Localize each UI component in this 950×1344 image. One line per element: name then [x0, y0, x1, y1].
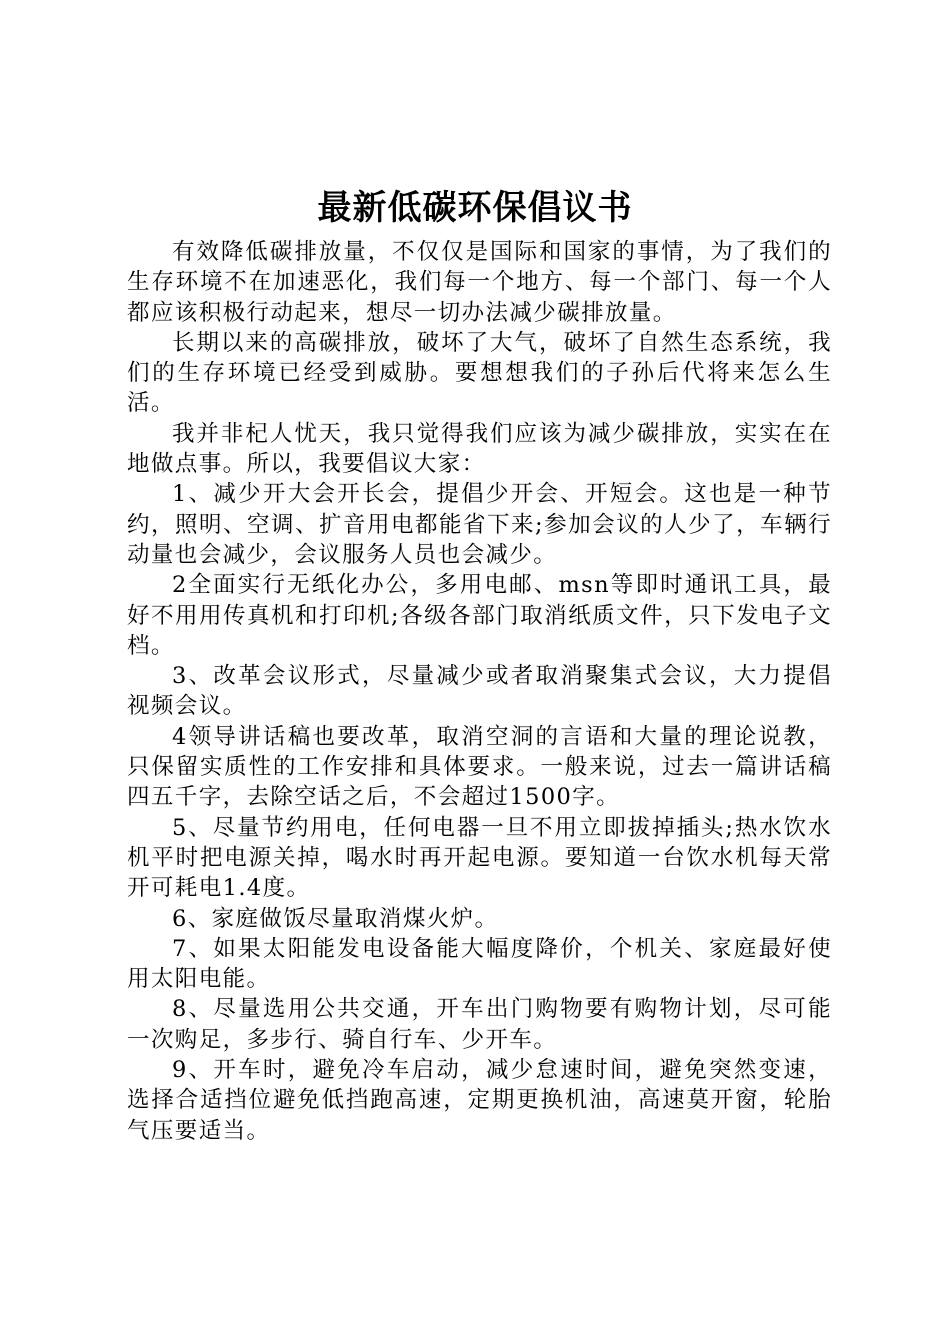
paragraph-intro: 有效降低碳排放量，不仅仅是国际和国家的事情，为了我们的生存环境不在加速恶化，我们每一个地方、每一个部门、每一个人都应该积极行动起来，想尽一切办法减少碳排放量。	[127, 239, 832, 326]
paragraph-item-4: 4领导讲话稿也要改革，取消空洞的言语和大量的理论说教，只保留实质性的工作安排和具体要求。一般来说，过去一篇讲话稿四五千字，去除空话之后，不会超过1500字。	[127, 723, 832, 811]
paragraph-item-7: 7、如果太阳能发电设备能大幅度降价，个机关、家庭最好使用太阳电能。	[127, 935, 832, 993]
paragraph-item-9: 9、开车时，避免冷车启动，减少怠速时间，避免突然变速，选择合适挡位避免低挡跑高速，定期更换机油，高速莫开窗，轮胎气压要适当。	[127, 1057, 832, 1144]
paragraph-item-8: 8、尽量选用公共交通，开车出门购物要有购物计划，尽可能一次购足，多步行、骑自行车、少开车。	[127, 996, 832, 1053]
paragraph-item-1: 1、减少开大会开长会，提倡少开会、开短会。这也是一种节约，照明、空调、扩音用电都能省下来;参加会议的人少了，车辆行动量也会减少，会议服务人员也会减少。	[127, 481, 832, 568]
paragraph-background: 长期以来的高碳排放，破坏了大气，破坏了自然生态系统，我们的生存环境已经受到威胁。要想想我们的子孙后代将来怎么生活。	[127, 329, 832, 417]
paragraph-proposal-lead: 我并非杞人忧天，我只觉得我们应该为减少碳排放，实实在在地做点事。所以，我要倡议大家：	[127, 420, 832, 478]
document-title: 最新低碳环保倡议书	[317, 188, 633, 228]
paragraph-item-2: 2全面实行无纸化办公，多用电邮、msn等即时通讯工具，最好不用用传真机和打印机;各级各部门取消纸质文件，只下发电子文档。	[127, 572, 832, 659]
document-body	[127, 237, 832, 1146]
paragraph-item-6: 6、家庭做饭尽量取消煤火炉。	[172, 905, 499, 932]
paragraph-item-3: 3、改革会议形式，尽量减少或者取消聚集式会议，大力提倡视频会议。	[127, 663, 832, 720]
paragraph-item-5: 5、尽量节约用电，任何电器一旦不用立即拔掉插头;热水饮水机平时把电源关掉，喝水时再开起电源。要知道一台饮水机每天常开可耗电1.4度。	[127, 814, 832, 902]
